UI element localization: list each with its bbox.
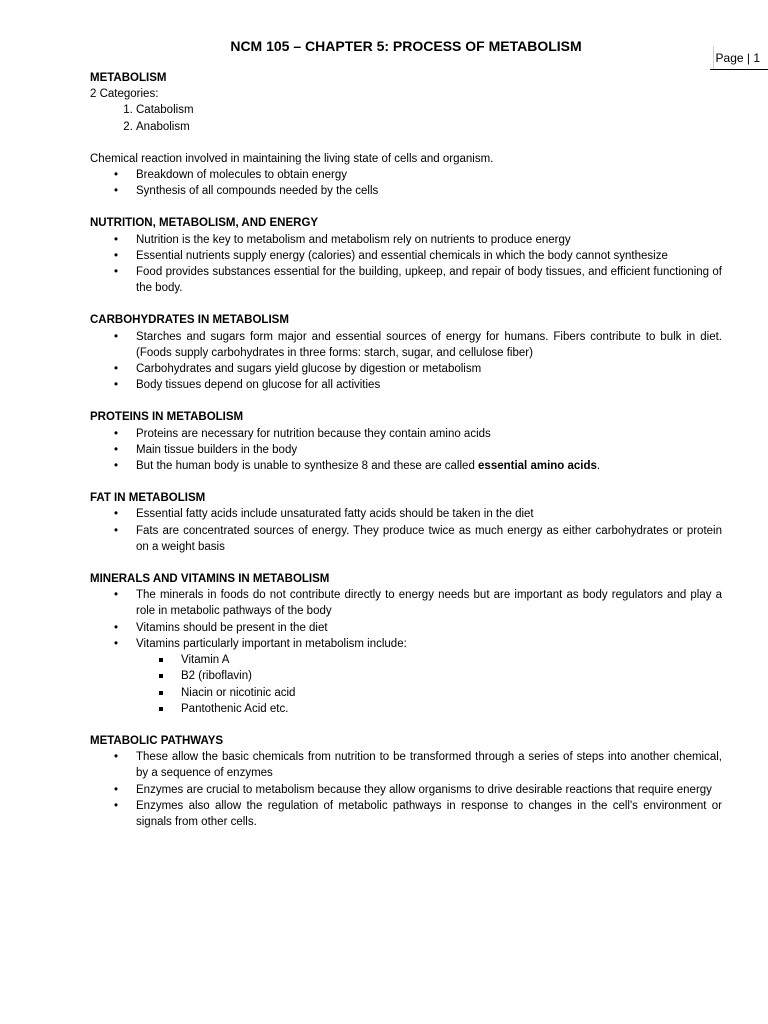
- list-item: • Enzymes are crucial to metabolism because they allow organisms to drive desirable reactions that require energy: [136, 782, 722, 798]
- list-item: Niacin or nicotinic acid: [181, 685, 722, 701]
- list-item: • Essential fatty acids include unsaturated fatty acids should be taken in the diet: [136, 506, 722, 522]
- list-item: • Enzymes also allow the regulation of metabolic pathways in response to changes in the cell's environment or signals from other cells.: [136, 798, 722, 830]
- list-item: • Proteins are necessary for nutrition because they contain amino acids: [136, 426, 722, 442]
- list-item: • Vitamins particularly important in metabolism include:: [136, 636, 722, 652]
- list-item: • The minerals in foods do not contribute directly to energy needs but are important as body regulators and play a role in metabolic pathways of the body: [136, 587, 722, 619]
- list-item: • Carbohydrates and sugars yield glucose by digestion or metabolism: [136, 361, 722, 377]
- list-item: 1. Catabolism: [136, 102, 722, 118]
- essential-amino-acids-term: essential amino acids: [478, 460, 597, 473]
- list-item: Vitamin A: [181, 652, 722, 668]
- list-item: • Synthesis of all compounds needed by the cells: [136, 183, 722, 199]
- section-heading-metabolism: METABOLISM: [90, 72, 167, 84]
- list-item: • Breakdown of molecules to obtain energy: [136, 167, 722, 183]
- metabolism-intro: Chemical reaction involved in maintaining the living state of cells and organism.: [90, 152, 494, 165]
- list-item: • Body tissues depend on glucose for all activities: [136, 377, 722, 393]
- list-item: • Main tissue builders in the body: [136, 442, 722, 458]
- carbohydrates-bullets: [90, 329, 722, 394]
- list-item: • Vitamins should be present in the diet: [136, 620, 722, 636]
- document-title: NCM 105 – CHAPTER 5: PROCESS OF METABOLISM: [230, 38, 582, 54]
- bullet-text-end: .: [596, 460, 601, 473]
- section-heading-proteins: PROTEINS IN METABOLISM: [90, 411, 244, 424]
- proteins-bullets: [90, 426, 722, 475]
- pathways-bullets: [90, 749, 722, 830]
- metabolism-bullets: [90, 167, 722, 199]
- nutrition-bullets: [90, 232, 722, 297]
- list-item: • Food provides substances essential for the building, upkeep, and repair of body tissues, and efficient functioning of the body.: [136, 264, 722, 296]
- document-body: [90, 70, 722, 830]
- list-item: Pantothenic Acid etc.: [181, 701, 722, 717]
- fat-bullets: [90, 506, 722, 555]
- categories-label: 2 Categories:: [90, 88, 159, 101]
- bullet-text: But the human body is unable to synthesize 8 and these are called: [136, 460, 479, 473]
- list-item: • These allow the basic chemicals from nutrition to be transformed through a series of steps into another chemical, by a sequence of enzymes: [136, 749, 722, 781]
- section-heading-fat: FAT IN METABOLISM: [90, 492, 206, 505]
- page-number: Page | 1: [715, 51, 760, 65]
- categories-list: [90, 102, 722, 134]
- list-item: [136, 458, 722, 474]
- list-item: • Essential nutrients supply energy (calories) and essential chemicals in which the body cannot synthesize: [136, 248, 722, 264]
- list-item: • Starches and sugars form major and essential sources of energy for humans. Fibers contribute to bulk in diet. (Foods supply carbohydrates in three forms: starch, sugar, and cellulose fiber): [136, 329, 722, 361]
- section-heading-minerals: MINERALS AND VITAMINS IN METABOLISM: [90, 573, 330, 586]
- section-heading-nutrition: NUTRITION, METABOLISM, AND ENERGY: [90, 217, 319, 230]
- section-heading-pathways: METABOLIC PATHWAYS: [90, 734, 224, 747]
- vitamins-list: [90, 652, 722, 717]
- list-item: B2 (riboflavin): [181, 668, 722, 684]
- list-item: • Fats are concentrated sources of energy. They produce twice as much energy as either carbohydrates or protein on a weight basis: [136, 523, 722, 555]
- section-heading-carbohydrates: CARBOHYDRATES IN METABOLISM: [90, 314, 289, 327]
- page-number-divider: [713, 46, 714, 69]
- minerals-bullets: [90, 587, 722, 652]
- list-item: 2. Anabolism: [136, 119, 722, 135]
- list-item: • Nutrition is the key to metabolism and metabolism rely on nutrients to produce energy: [136, 232, 722, 248]
